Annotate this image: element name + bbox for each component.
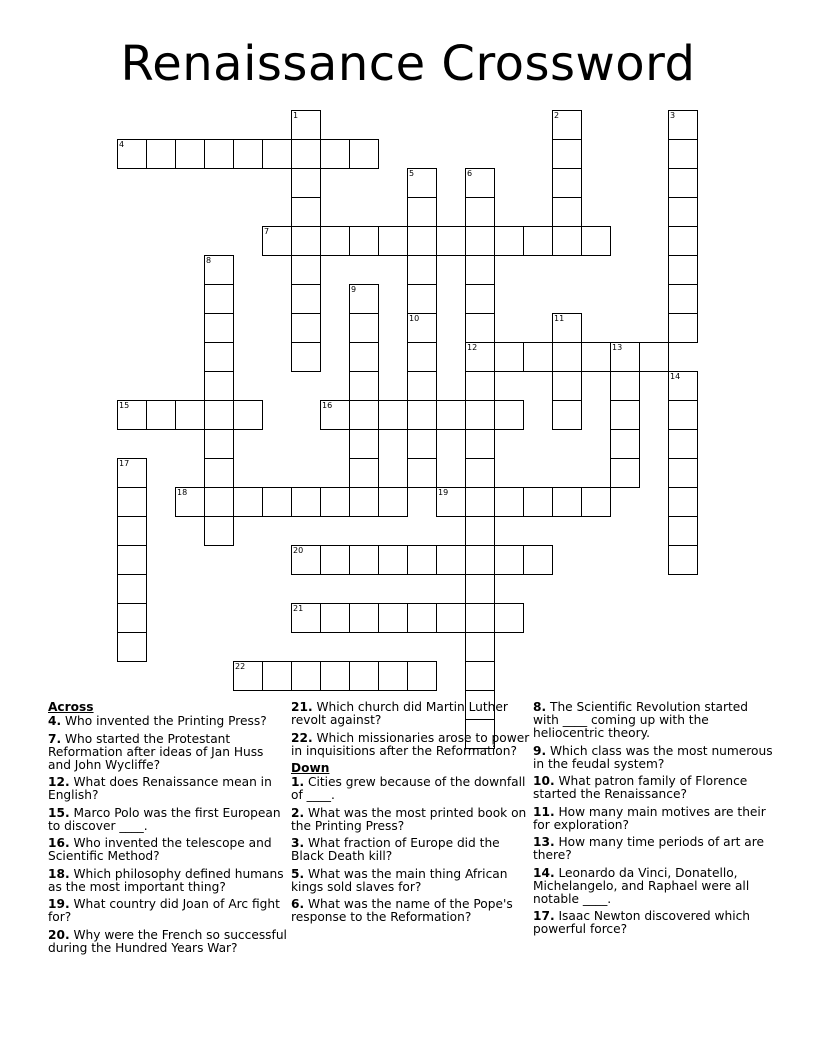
grid-cell[interactable] <box>117 139 147 169</box>
grid-cell[interactable] <box>204 255 234 285</box>
clue-number: 6 <box>467 169 473 178</box>
grid-cell[interactable] <box>291 661 321 691</box>
grid-cell[interactable] <box>204 400 234 430</box>
grid-cell[interactable] <box>436 603 466 633</box>
grid-cell[interactable] <box>552 371 582 401</box>
grid-cell[interactable] <box>117 632 147 662</box>
clue-text: What patron family of Florence started the Renaissance? <box>533 774 748 801</box>
grid-cell[interactable] <box>320 545 350 575</box>
grid-cell[interactable] <box>349 603 379 633</box>
grid-cell[interactable] <box>668 545 698 575</box>
clue <box>533 867 773 906</box>
grid-cell[interactable] <box>291 342 321 372</box>
grid-cell[interactable] <box>465 371 495 401</box>
grid-cell[interactable] <box>668 110 698 140</box>
grid-cell[interactable] <box>552 168 582 198</box>
grid-cell[interactable] <box>436 545 466 575</box>
grid-cell[interactable] <box>291 603 321 633</box>
grid-cell[interactable] <box>494 400 524 430</box>
clue-number: 18 <box>177 488 188 497</box>
grid-cell[interactable] <box>117 545 147 575</box>
clue-text: What country did Joan of Arc fight for? <box>48 897 280 924</box>
grid-cell[interactable] <box>291 139 321 169</box>
grid-cell[interactable] <box>436 400 466 430</box>
grid-cell[interactable] <box>320 226 350 256</box>
clue-number-label: 17. <box>533 909 555 923</box>
clue-text: Why were the French so successful during the Hundred Years War? <box>48 927 287 955</box>
clue-number: 1 <box>293 111 299 120</box>
clue <box>533 910 773 936</box>
grid-cell[interactable] <box>668 429 698 459</box>
clue <box>533 775 773 801</box>
clue-number-label: 1. <box>291 775 305 789</box>
clue <box>48 733 288 772</box>
grid-cell[interactable] <box>552 487 582 517</box>
grid-cell[interactable] <box>320 487 350 517</box>
grid-cell[interactable] <box>262 487 292 517</box>
clue <box>48 868 288 894</box>
grid-cell[interactable] <box>668 168 698 198</box>
grid-cell[interactable] <box>407 371 437 401</box>
grid-cell[interactable] <box>320 400 350 430</box>
clue-column-3 <box>533 701 773 941</box>
grid-cell[interactable] <box>175 400 205 430</box>
grid-cell[interactable] <box>465 516 495 546</box>
grid-cell[interactable] <box>349 284 379 314</box>
grid-cell[interactable] <box>291 110 321 140</box>
grid-cell[interactable] <box>407 255 437 285</box>
clue-number-label: 5. <box>291 866 305 881</box>
grid-cell[interactable] <box>204 458 234 488</box>
grid-cell[interactable] <box>233 487 263 517</box>
clue <box>48 776 288 802</box>
grid-cell[interactable] <box>523 487 553 517</box>
clue-number: 9 <box>351 285 357 294</box>
grid-cell[interactable] <box>146 400 176 430</box>
grid-cell[interactable] <box>349 400 379 430</box>
clue-text: What does Renaissance mean in English? <box>48 775 272 802</box>
grid-cell[interactable] <box>668 226 698 256</box>
clue-number-label: 15. <box>48 805 70 820</box>
clue <box>291 898 531 924</box>
grid-cell[interactable] <box>610 371 640 401</box>
clue-number-label: 21. <box>291 700 313 714</box>
clue-number: 7 <box>264 227 270 236</box>
grid-cell[interactable] <box>291 487 321 517</box>
grid-cell[interactable] <box>465 197 495 227</box>
clue-number: 4 <box>119 140 125 149</box>
grid-cell[interactable] <box>204 429 234 459</box>
clue-number-label: 12. <box>48 775 70 789</box>
clue-text: Who invented the telescope and Scientific Method? <box>48 836 272 863</box>
grid-cell[interactable] <box>407 342 437 372</box>
grid-cell[interactable] <box>378 487 408 517</box>
grid-cell[interactable] <box>668 487 698 517</box>
grid-cell[interactable] <box>407 168 437 198</box>
grid-cell[interactable] <box>552 342 582 372</box>
grid-cell[interactable] <box>349 458 379 488</box>
grid-cell[interactable] <box>581 226 611 256</box>
clue-number: 3 <box>670 111 676 120</box>
clue-column-2 <box>291 701 531 929</box>
grid-cell[interactable] <box>465 255 495 285</box>
clue-number-label: 8. <box>533 700 547 714</box>
clue-number-label: 20. <box>48 927 70 942</box>
grid-cell[interactable] <box>668 139 698 169</box>
grid-cell[interactable] <box>349 371 379 401</box>
grid-cell[interactable] <box>378 226 408 256</box>
grid-cell[interactable] <box>117 574 147 604</box>
clue-number-label: 18. <box>48 866 70 881</box>
grid-cell[interactable] <box>233 400 263 430</box>
clue-text: How many time periods of art are there? <box>533 835 765 862</box>
clue <box>48 837 288 863</box>
grid-cell[interactable] <box>668 458 698 488</box>
clue-text: Which church did Martin Luther revolt against? <box>291 700 508 727</box>
clue-number: 14 <box>670 372 681 381</box>
clue-number: 8 <box>206 256 212 265</box>
grid-cell[interactable] <box>436 487 466 517</box>
grid-cell[interactable] <box>407 197 437 227</box>
grid-cell[interactable] <box>407 429 437 459</box>
grid-cell[interactable] <box>465 400 495 430</box>
clue-column-1 <box>48 701 288 959</box>
grid-cell[interactable] <box>610 400 640 430</box>
grid-cell[interactable] <box>349 487 379 517</box>
grid-cell[interactable] <box>639 342 669 372</box>
clue-text: Leonardo da Vinci, Donatello, Michelangelo, and Raphael were all notable ____. <box>533 865 750 906</box>
grid-cell[interactable] <box>262 226 292 256</box>
grid-cell[interactable] <box>552 110 582 140</box>
grid-cell[interactable] <box>465 168 495 198</box>
grid-cell[interactable] <box>378 603 408 633</box>
clue-number: 13 <box>612 343 623 352</box>
grid-cell[interactable] <box>349 429 379 459</box>
grid-cell[interactable] <box>378 400 408 430</box>
grid-cell[interactable] <box>291 197 321 227</box>
clue-number: 22 <box>235 662 246 671</box>
clue-number-label: 14. <box>533 865 555 880</box>
clue <box>291 807 531 833</box>
grid-cell[interactable] <box>204 516 234 546</box>
clue <box>533 745 773 771</box>
grid-cell[interactable] <box>407 313 437 343</box>
grid-cell[interactable] <box>407 545 437 575</box>
clue-text: Who started the Protestant Reformation after ideas of Jan Huss and John Wycliffe? <box>48 731 264 772</box>
clue-number-label: 13. <box>533 835 555 849</box>
grid-cell[interactable] <box>407 284 437 314</box>
clue-number: 19 <box>438 488 449 497</box>
grid-cell[interactable] <box>552 226 582 256</box>
clue-text: Marco Polo was the first European to discover ____. <box>48 805 281 833</box>
clue-number-label: 10. <box>533 774 555 788</box>
clue <box>291 776 531 802</box>
grid-cell[interactable] <box>465 603 495 633</box>
grid-cell[interactable] <box>117 487 147 517</box>
clue-number-label: 3. <box>291 836 305 850</box>
grid-cell[interactable] <box>407 661 437 691</box>
clue-text: Which class was the most numerous in the feudal system? <box>533 743 773 771</box>
grid-cell[interactable] <box>465 429 495 459</box>
clue-number: 11 <box>554 314 565 323</box>
clue-text: Isaac Newton discovered which powerful force? <box>533 909 751 936</box>
clue-number-label: 2. <box>291 805 305 820</box>
clue-number: 12 <box>467 343 478 352</box>
grid-cell[interactable] <box>494 545 524 575</box>
grid-cell[interactable] <box>581 342 611 372</box>
grid-cell[interactable] <box>465 487 495 517</box>
clue-number: 5 <box>409 169 415 178</box>
clue <box>291 701 531 727</box>
grid-cell[interactable] <box>465 661 495 691</box>
grid-cell[interactable] <box>117 603 147 633</box>
clue <box>291 837 531 863</box>
grid-cell[interactable] <box>610 429 640 459</box>
page-title: Renaissance Crossword <box>120 36 696 92</box>
grid-cell[interactable] <box>465 632 495 662</box>
grid-cell[interactable] <box>291 313 321 343</box>
clue-text: What was the name of the Pope's response to the Reformation? <box>291 897 513 924</box>
clue-text: Which philosophy defined humans as the most important thing? <box>48 866 284 894</box>
clue <box>48 807 288 833</box>
clue-number-label: 19. <box>48 897 70 911</box>
grid-cell[interactable] <box>494 603 524 633</box>
grid-cell[interactable] <box>668 284 698 314</box>
clue <box>533 701 773 740</box>
grid-cell[interactable] <box>407 400 437 430</box>
grid-cell[interactable] <box>407 458 437 488</box>
clue-text: What fraction of Europe did the Black Death kill? <box>291 836 500 863</box>
grid-cell[interactable] <box>552 313 582 343</box>
clue-text: Who invented the Printing Press? <box>61 714 267 728</box>
grid-cell[interactable] <box>349 661 379 691</box>
grid-cell[interactable] <box>204 313 234 343</box>
grid-cell[interactable] <box>146 139 176 169</box>
section-heading-across: Across <box>48 700 94 714</box>
grid-cell[interactable] <box>465 574 495 604</box>
grid-cell[interactable] <box>523 342 553 372</box>
grid-cell[interactable] <box>668 313 698 343</box>
grid-cell[interactable] <box>320 603 350 633</box>
grid-cell[interactable] <box>204 139 234 169</box>
clue-number: 15 <box>119 401 130 410</box>
grid-cell[interactable] <box>378 545 408 575</box>
clue-text: What was the main thing African kings sold slaves for? <box>291 866 508 894</box>
grid-cell[interactable] <box>465 313 495 343</box>
grid-cell[interactable] <box>233 661 263 691</box>
clue <box>48 929 288 955</box>
grid-cell[interactable] <box>349 313 379 343</box>
grid-cell[interactable] <box>204 487 234 517</box>
grid-cell[interactable] <box>320 139 350 169</box>
grid-cell[interactable] <box>320 661 350 691</box>
grid-cell[interactable] <box>175 487 205 517</box>
clue-number: 10 <box>409 314 420 323</box>
grid-cell[interactable] <box>378 661 408 691</box>
grid-cell[interactable] <box>465 458 495 488</box>
grid-cell[interactable] <box>668 255 698 285</box>
clue-number: 20 <box>293 546 304 555</box>
clue-number-label: 9. <box>533 743 547 758</box>
grid-cell[interactable] <box>581 487 611 517</box>
grid-cell[interactable] <box>204 342 234 372</box>
grid-cell[interactable] <box>523 545 553 575</box>
clue-number-label: 4. <box>48 714 62 728</box>
grid-cell[interactable] <box>465 226 495 256</box>
clue <box>291 732 531 758</box>
clue <box>533 836 773 862</box>
clue-number-label: 16. <box>48 836 70 850</box>
grid-cell[interactable] <box>349 545 379 575</box>
grid-cell[interactable] <box>465 545 495 575</box>
grid-cell[interactable] <box>465 342 495 372</box>
grid-cell[interactable] <box>465 284 495 314</box>
clue-number-label: 22. <box>291 730 313 745</box>
clue-number-label: 6. <box>291 897 305 911</box>
clue-number: 16 <box>322 401 333 410</box>
grid-cell[interactable] <box>349 342 379 372</box>
clue-text: How many main motives are their for exploration? <box>533 804 766 832</box>
grid-cell[interactable] <box>610 458 640 488</box>
grid-cell[interactable] <box>291 545 321 575</box>
grid-cell[interactable] <box>668 400 698 430</box>
grid-cell[interactable] <box>204 371 234 401</box>
grid-cell[interactable] <box>291 284 321 314</box>
grid-cell[interactable] <box>552 139 582 169</box>
grid-cell[interactable] <box>668 197 698 227</box>
grid-cell[interactable] <box>494 226 524 256</box>
clue-number-label: 7. <box>48 731 62 746</box>
grid-cell[interactable] <box>117 458 147 488</box>
clue-text: Which missionaries arose to power in inquisitions after the Reformation? <box>291 730 530 758</box>
grid-cell[interactable] <box>117 516 147 546</box>
clue-text: The Scientific Revolution started with ____ coming up with the heliocentric theory. <box>533 700 749 740</box>
grid-cell[interactable] <box>291 168 321 198</box>
clue-number: 21 <box>293 604 304 613</box>
clue-text: What was the most printed book on the Printing Press? <box>291 805 527 833</box>
grid-cell[interactable] <box>668 516 698 546</box>
clue <box>291 868 531 894</box>
grid-cell[interactable] <box>668 371 698 401</box>
grid-cell[interactable] <box>523 226 553 256</box>
grid-cell[interactable] <box>552 197 582 227</box>
grid-cell[interactable] <box>610 342 640 372</box>
grid-cell[interactable] <box>175 139 205 169</box>
grid-cell[interactable] <box>349 226 379 256</box>
grid-cell[interactable] <box>494 487 524 517</box>
grid-cell[interactable] <box>407 226 437 256</box>
clue <box>48 715 288 728</box>
grid-cell[interactable] <box>262 661 292 691</box>
clue-number: 17 <box>119 459 130 468</box>
grid-cell[interactable] <box>349 139 379 169</box>
grid-cell[interactable] <box>436 226 466 256</box>
grid-cell[interactable] <box>291 255 321 285</box>
section-heading-down: Down <box>291 761 330 775</box>
grid-cell[interactable] <box>494 342 524 372</box>
grid-cell[interactable] <box>552 400 582 430</box>
grid-cell[interactable] <box>233 139 263 169</box>
grid-cell[interactable] <box>204 284 234 314</box>
grid-cell[interactable] <box>262 139 292 169</box>
clue-text: Cities grew because of the downfall of ____. <box>291 775 526 802</box>
clue-number-label: 11. <box>533 804 555 819</box>
grid-cell[interactable] <box>117 400 147 430</box>
clue <box>533 806 773 832</box>
grid-cell[interactable] <box>407 603 437 633</box>
grid-cell[interactable] <box>291 226 321 256</box>
clue-number: 2 <box>554 111 560 120</box>
clue <box>48 898 288 924</box>
